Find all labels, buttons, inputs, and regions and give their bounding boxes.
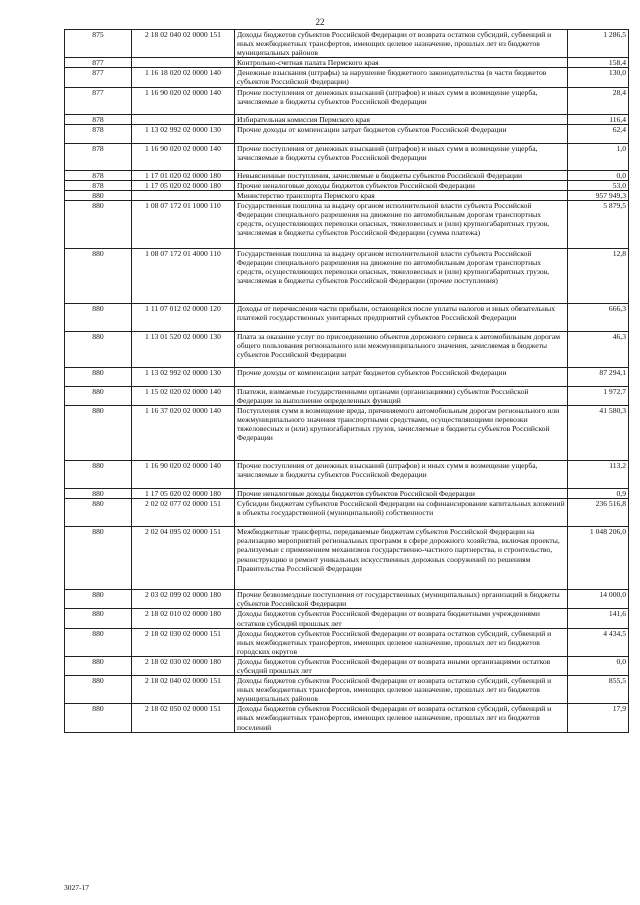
table-row [65,200,629,248]
amount-cell: 116,4 [568,114,629,124]
table-row [65,124,629,143]
revenue-name-cell: Прочие поступления от денежных взысканий (штрафов) и иных сумм в возмещение ущерба, зачисляемые в бюджеты субъектов Российской Федерации [235,143,568,170]
revenue-code-cell: 1 08 07 172 01 1000 110 [132,200,235,248]
revenue-name-cell: Контрольно-счетная палата Пермского края [235,58,568,68]
revenue-name-cell: Прочие поступления от денежных взысканий (штрафов) и иных сумм в возмещение ущерба, зачисляемые в бюджеты субъектов Российской Федерации [235,461,568,489]
amount-cell: 1,0 [568,143,629,170]
revenue-code-cell: 1 16 90 020 02 0000 140 [132,87,235,114]
revenue-code-cell: 1 13 02 992 02 0000 130 [132,367,235,386]
amount-cell: 130,0 [568,68,629,87]
table-row [65,527,629,590]
table-row [65,628,629,656]
admin-code-cell: 878 [65,170,132,180]
revenue-name-cell: Прочие поступления от денежных взысканий (штрафов) и иных сумм в возмещение ущерба, зачисляемые в бюджеты субъектов Российской Федерации [235,87,568,114]
revenue-name-cell: Министерство транспорта Пермского края [235,190,568,200]
admin-code-cell: 880 [65,248,132,303]
amount-cell: 12,8 [568,248,629,303]
revenue-name-cell: Межбюджетные трансферты, передаваемые бюджетам субъектов Российской Федерации на реализацию мероприятий региональных программ в сфере дорожного хозяйства, включая проекты, реализуемые с применением механизмов государственно-частного партнерства, и строительство, реконструкцию и ремонт уникальных искусственных дорожных сооружений по решениям Правительства Российской Федерации [235,527,568,590]
amount-cell: 4 434,5 [568,628,629,656]
revenue-name-cell: Невыясненные поступления, зачисляемые в бюджеты субъектов Российской Федерации [235,170,568,180]
amount-cell: 28,4 [568,87,629,114]
amount-cell: 41 580,3 [568,406,629,461]
admin-code-cell: 875 [65,30,132,58]
revenue-name-cell: Избирательная комиссия Пермского края [235,114,568,124]
table-row [65,114,629,124]
revenue-code-cell [132,114,235,124]
revenue-code-cell: 1 11 07 012 02 0000 120 [132,303,235,331]
table-row [65,190,629,200]
admin-code-cell: 880 [65,461,132,489]
revenue-code-cell: 2 02 02 077 02 0000 151 [132,499,235,527]
table-row [65,704,629,732]
admin-code-cell: 880 [65,676,132,704]
amount-cell: 113,2 [568,461,629,489]
revenue-code-cell [132,58,235,68]
revenue-table [64,29,629,733]
admin-code-cell: 877 [65,68,132,87]
table-row [65,180,629,190]
revenue-name-cell: Прочие неналоговые доходы бюджетов субъектов Российской Федерации [235,180,568,190]
amount-cell: 0,0 [568,170,629,180]
revenue-name-cell: Прочие доходы от компенсации затрат бюджетов субъектов Российской Федерации [235,124,568,143]
revenue-code-cell: 2 18 02 010 02 0000 180 [132,609,235,628]
admin-code-cell: 880 [65,609,132,628]
amount-cell: 17,9 [568,704,629,732]
table-row [65,461,629,489]
revenue-code-cell: 2 18 02 040 02 0000 151 [132,676,235,704]
amount-cell: 1 286,5 [568,30,629,58]
table-row [65,303,629,331]
revenue-name-cell: Государственная пошлина за выдачу органом исполнительной власти субъекта Российской Федерации специального разрешения на движение по автомобильным дорогам транспортных средств, осуществляющих перевозки опасных, тяжеловесных и (или) крупногабаритных грузов, зачисляемая в бюджеты субъектов Российской Федерации (сумма платежа) [235,200,568,248]
admin-code-cell: 877 [65,58,132,68]
amount-cell: 1 972,7 [568,386,629,405]
table-row [65,676,629,704]
amount-cell: 87 294,1 [568,367,629,386]
table-row [65,386,629,405]
amount-cell: 957 949,3 [568,190,629,200]
admin-code-cell: 878 [65,124,132,143]
amount-cell: 141,6 [568,609,629,628]
admin-code-cell: 880 [65,303,132,331]
table-row [65,331,629,367]
amount-cell: 158,4 [568,58,629,68]
table-row [65,58,629,68]
admin-code-cell: 880 [65,190,132,200]
admin-code-cell: 880 [65,628,132,656]
revenue-code-cell: 1 16 90 020 02 0000 140 [132,143,235,170]
revenue-name-cell: Доходы бюджетов субъектов Российской Федерации от возврата остатков субсидий, субвенций и иных межбюджетных трансфертов, имеющих целевое назначение, прошлых лет из бюджетов городских округов [235,628,568,656]
amount-cell: 666,3 [568,303,629,331]
revenue-name-cell: Доходы бюджетов субъектов Российской Федерации от возврата остатков субсидий, субвенций и иных межбюджетных трансфертов, имеющих целевое назначение, прошлых лет из бюджетов муниципальных районов [235,676,568,704]
revenue-code-cell: 2 18 02 030 02 0000 151 [132,628,235,656]
revenue-code-cell [132,190,235,200]
amount-cell: 14 000,0 [568,590,629,609]
revenue-code-cell: 1 16 90 020 02 0000 140 [132,461,235,489]
revenue-code-cell: 2 18 02 050 02 0000 151 [132,704,235,732]
table-row [65,170,629,180]
admin-code-cell: 880 [65,489,132,499]
revenue-name-cell: Прочие безвозмездные поступления от государственных (муниципальных) организаций в бюджеты субъектов Российской Федерации [235,590,568,609]
revenue-name-cell: Субсидии бюджетам субъектов Российской Федерации на софинансирование капитальных вложений в объекты государственной (муниципальной) собственности [235,499,568,527]
admin-code-cell: 878 [65,143,132,170]
amount-cell: 5 879,5 [568,200,629,248]
revenue-name-cell: Доходы бюджетов субъектов Российской Федерации от возврата иными организациями остатков субсидий прошлых лет [235,656,568,675]
amount-cell: 53,0 [568,180,629,190]
admin-code-cell: 880 [65,656,132,675]
amount-cell: 62,4 [568,124,629,143]
admin-code-cell: 880 [65,704,132,732]
revenue-name-cell: Поступления сумм в возмещение вреда, причиняемого автомобильным дорогам регионального или межмуниципального значения транспортными средствами, осуществляющими перевозки тяжеловесных и (или) крупногабаритных грузов, зачисляемые в бюджеты субъектов Российской Федерации [235,406,568,461]
revenue-code-cell: 2 02 04 095 02 0000 151 [132,527,235,590]
amount-cell: 236 516,8 [568,499,629,527]
revenue-code-cell: 1 17 05 020 02 0000 180 [132,489,235,499]
page-number: 22 [315,17,325,27]
table-row [65,143,629,170]
revenue-code-cell: 1 15 02 020 02 0000 140 [132,386,235,405]
amount-cell: 0,0 [568,656,629,675]
revenue-name-cell: Прочие неналоговые доходы бюджетов субъектов Российской Федерации [235,489,568,499]
admin-code-cell: 880 [65,386,132,405]
revenue-code-cell: 1 17 05 020 02 0000 180 [132,180,235,190]
table-body [65,30,629,733]
table-row [65,499,629,527]
admin-code-cell: 880 [65,367,132,386]
revenue-name-cell: Денежные взыскания (штрафы) за нарушение бюджетного законодательства (в части бюджетов субъектов Российской Федерации) [235,68,568,87]
revenue-name-cell: Доходы от перечисления части прибыли, остающейся после уплаты налогов и иных обязательных платежей государственных унитарных предприятий субъектов Российской Федерации [235,303,568,331]
revenue-code-cell: 1 13 02 992 02 0000 130 [132,124,235,143]
amount-cell: 855,5 [568,676,629,704]
admin-code-cell: 880 [65,331,132,367]
admin-code-cell: 880 [65,527,132,590]
table-row [65,248,629,303]
amount-cell: 46,3 [568,331,629,367]
admin-code-cell: 880 [65,406,132,461]
admin-code-cell: 880 [65,200,132,248]
table-row [65,367,629,386]
amount-cell: 0,9 [568,489,629,499]
table-row [65,656,629,675]
table-row [65,68,629,87]
revenue-code-cell: 1 16 18 020 02 0000 140 [132,68,235,87]
revenue-name-cell: Доходы бюджетов субъектов Российской Федерации от возврата остатков субсидий, субвенций и иных межбюджетных трансфертов, имеющих целевое назначение, прошлых лет из бюджетов муниципальных районов [235,30,568,58]
admin-code-cell: 880 [65,590,132,609]
revenue-name-cell: Государственная пошлина за выдачу органом исполнительной власти субъекта Российской Федерации специального разрешения на движение по автомобильным дорогам транспортных средств, осуществляющих перевозки опасных, тяжеловесных и (или) крупногабаритных грузов, зачисляемая в бюджеты субъектов Российской Федерации (прочие поступления) [235,248,568,303]
revenue-code-cell: 1 08 07 172 01 4000 110 [132,248,235,303]
table-row [65,87,629,114]
revenue-name-cell: Плата за оказание услуг по присоединению объектов дорожного сервиса к автомобильным дорогам общего пользования регионального или межмуниципального значения, зачисляемая в бюджеты субъектов Российской Федерации [235,331,568,367]
admin-code-cell: 877 [65,87,132,114]
revenue-code-cell: 2 18 02 030 02 0000 180 [132,656,235,675]
footer-document-code: 3027-17 [64,883,89,892]
revenue-code-cell: 1 17 01 020 02 0000 180 [132,170,235,180]
table-row [65,609,629,628]
revenue-code-cell: 2 03 02 099 02 0000 180 [132,590,235,609]
table-row [65,30,629,58]
admin-code-cell: 878 [65,114,132,124]
table-row [65,406,629,461]
revenue-name-cell: Платежи, взимаемые государственными органами (организациями) субъектов Российской Федерации за выполнение определенных функций [235,386,568,405]
revenue-code-cell: 1 13 01 520 02 0000 130 [132,331,235,367]
table-row [65,489,629,499]
admin-code-cell: 878 [65,180,132,190]
revenue-name-cell: Доходы бюджетов субъектов Российской Федерации от возврата остатков субсидий, субвенций и иных межбюджетных трансфертов, имеющих целевое назначение, прошлых лет из бюджетов поселений [235,704,568,732]
revenue-code-cell: 1 16 37 020 02 0000 140 [132,406,235,461]
revenue-name-cell: Прочие доходы от компенсации затрат бюджетов субъектов Российской Федерации [235,367,568,386]
admin-code-cell: 880 [65,499,132,527]
revenue-code-cell: 2 18 02 040 02 0000 151 [132,30,235,58]
amount-cell: 1 048 206,0 [568,527,629,590]
table-row [65,590,629,609]
revenue-name-cell: Доходы бюджетов субъектов Российской Федерации от возврата бюджетными учреждениями остатков субсидий прошлых лет [235,609,568,628]
